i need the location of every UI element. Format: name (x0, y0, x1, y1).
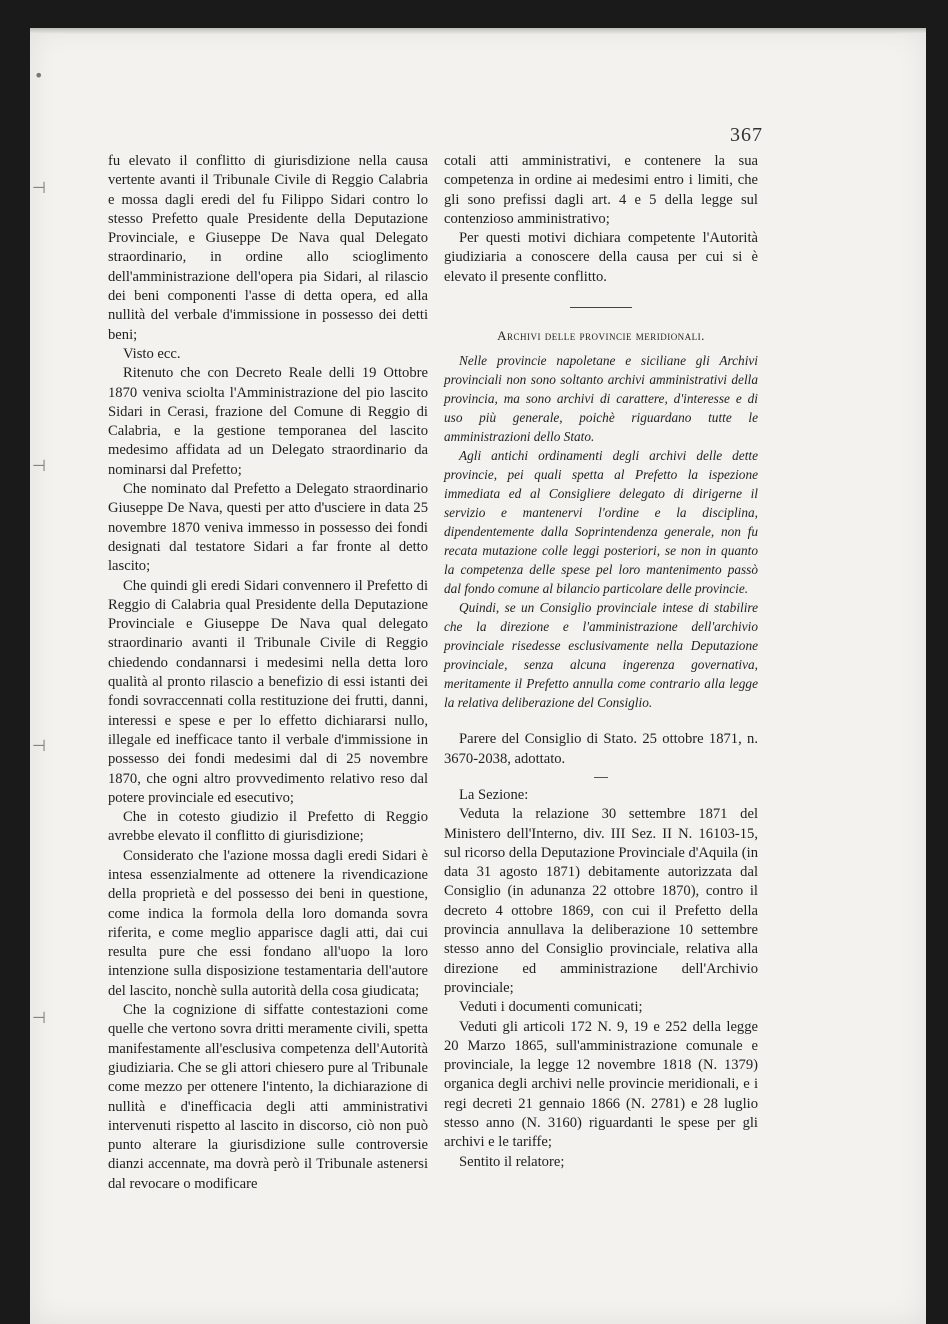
left-column (108, 152, 428, 1194)
margin-mark: ⊣ (32, 736, 46, 755)
paragraph: Sentito il relatore; (459, 1153, 565, 1170)
page-number: 367 (730, 124, 763, 146)
section-divider (570, 307, 632, 308)
paragraph: Per questi motivi dichiara competente l'Autorità giudiziaria a conoscere della causa per cui si è elevato il presente conflitto. (444, 230, 758, 285)
paragraph: Che la cognizione di siffatte contestazioni come quelle che vertono sovra dritti meramente civili, spetta manifestamente all'esclusiva competenza dell'Autorità giudiziaria. Che se gli attori chiesero pure al Tribunale come mezzo per ottenere l'intento, la dichiarazione di nullità e d'inefficacia degli atti amministrativi intervenuti rispetto al lascito in discorso, ciò non può punto alterare la giurisdizione sulle controversie dianzi accennate, ma dovrà però il Tribunale astenersi dal revocare o modificare (108, 1002, 428, 1192)
section-heading: Archivi delle provincie meridionali. (497, 328, 705, 344)
paragraph: Che nominato dal Prefetto a Delegato straordinario Giuseppe De Nava, questi per atto d'usciere in data 25 novembre 1870 veniva immesso in possesso dei fondi designati dal testatore Sidari a far fronte al detto lascito; (108, 481, 428, 575)
parere-line: Parere del Consiglio di Stato. 25 ottobre 1871, n. 3670-2038, adottato. (444, 731, 758, 767)
paragraph: fu elevato il conflitto di giurisdizione nella causa vertente avanti il Tribunale Civile di Reggio Calabria e mossa dagli eredi del fu Filippo Sidari contro lo stesso Prefetto quale Presidente della Deputazione Provinciale, e Giuseppe De Nava qual Delegato straordinario, in ordine allo scioglimento dell'amministrazione dell'opera pia Sidari, al rilascio dei beni componenti l'asse di detta opera, ed alla nullità del verbale d'immissione in possesso dei detti beni; (108, 153, 428, 343)
margin-mark: ⊣ (32, 178, 46, 197)
page-top-edge (30, 28, 926, 34)
paragraph: Considerato che l'azione mossa dagli eredi Sidari è intesa essenzialmente ad ottenere la rivendicazione della proprietà e del possesso dei beni in questione, come indica la formola della loro domanda sovra riferita, e come meglio apparisce dagli atti, dai cui resulta pure che essi fondano all'uopo la loro intenzione sulla disposizione testamentaria dell'autore del lascito, nonchè sulla autorità della cosa giudicata; (108, 847, 428, 999)
short-divider (594, 777, 608, 778)
paragraph: Veduti gli articoli 172 N. 9, 19 e 252 della legge 20 Marzo 1865, sull'amministrazione comunale e provinciale, la legge 12 novembre 1818 (N. 1379) organica degli archivi nelle provincie meridionali, e i regi decreti 21 gennaio 1866 (N. 2781) e 28 luglio stesso anno (N. 3160) riguardanti le spese per gli archivi e le tariffe; (444, 1018, 758, 1151)
paragraph: cotali atti amministrativi, e contenere la sua competenza in ordine ai medesimi entro i limiti, che gli sono prefissi dagli art. 4 e 5 della legge sul contenzioso amministrativo; (444, 153, 758, 227)
margin-mark: ⊣ (32, 456, 46, 475)
massima-paragraph: Agli antichi ordinamenti degli archivi delle dette provincie, pei quali spetta al Prefetto la ispezione immediata ed al Consigliere delegato di dirigerne il servizio e mantenervi l'ordine e la disciplina, dipendentemente dalla Soprintendenza generale, non fu recata mutazione colle leggi posteriori, se non in quanto la competenza delle spese pel loro mantenimento passò dal fondo comune al bilancio particolare delle provincie. (444, 448, 758, 597)
document-page (30, 28, 926, 1324)
paragraph: La Sezione: (459, 786, 529, 803)
paragraph: Visto ecc. (123, 345, 181, 362)
right-column (444, 152, 758, 1172)
massima-paragraph: Quindi, se un Consiglio provinciale intese di stabilire che la direzione e l'amministrazione dell'archivio provinciale risedesse esclusivamente nella Deputazione provinciale, senza alcuna ingerenza governativa, meritamente il Prefetto annulla come contrario alla legge la relativa deliberazione del Consiglio. (444, 600, 758, 711)
margin-mark: ⊣ (32, 1008, 46, 1027)
margin-mark: • (34, 66, 44, 85)
paragraph: Che in cotesto giudizio il Prefetto di Reggio avrebbe elevato il conflitto di giurisdizione; (108, 809, 428, 845)
paragraph: Che quindi gli eredi Sidari convennero il Prefetto di Reggio di Calabria qual Presidente della Deputazione Provinciale e Giuseppe De Nava qual delegato straordinario avanti il Tribunale Civile di Reggio chiedendo condannarsi i medesimi nella detta loro qualità al pronto rilascio a benefizio di essi istanti dei fondi sovraccennati colla restituzione dei frutti, danni, interessi e spese e per lo effetto dichiararsi nullo, illegale ed inefficace tanto il verbale d'immissione in possesso dei fondi medesimi dal di 25 novembre 1870, che ogni altro provvedimento relativo reso dal potere provinciale ed esecutivo; (108, 577, 428, 806)
paragraph: Veduta la relazione 30 settembre 1871 del Ministero dell'Interno, div. III Sez. II N. 16103-15, sul ricorso della Deputazione Provinciale d'Aquila (in data 31 agosto 1871) debitamente autorizzata dal Consiglio (in adunanza 22 ottobre 1870), contro il decreto 4 ottobre 1869, con cui il Prefetto della provincia annullava la deliberazione 10 settembre stesso anno del Consiglio provinciale, relativa alla direzione ed amministrazione dell'Archivio provinciale; (444, 806, 758, 996)
paragraph: Veduti i documenti comunicati; (459, 999, 643, 1016)
paragraph: Ritenuto che con Decreto Reale delli 19 Ottobre 1870 veniva sciolta l'Amministrazione del pio lascito Sidari in Cerasi, frazione del Comune di Reggio di Calabria, e la gestione temporanea del lascito medesimo affidata ad un Delegato straordinario da nominarsi dal Prefetto; (108, 365, 428, 478)
spacer (444, 712, 758, 730)
massima-paragraph: Nelle provincie napoletane e siciliane gli Archivi provinciali non sono soltanto archivi amministrativi della provincia, ma sono archivi di carattere, d'interesse e di uso più generale, poichè riguardano tutte le amministrazioni dello Stato. (444, 353, 758, 445)
